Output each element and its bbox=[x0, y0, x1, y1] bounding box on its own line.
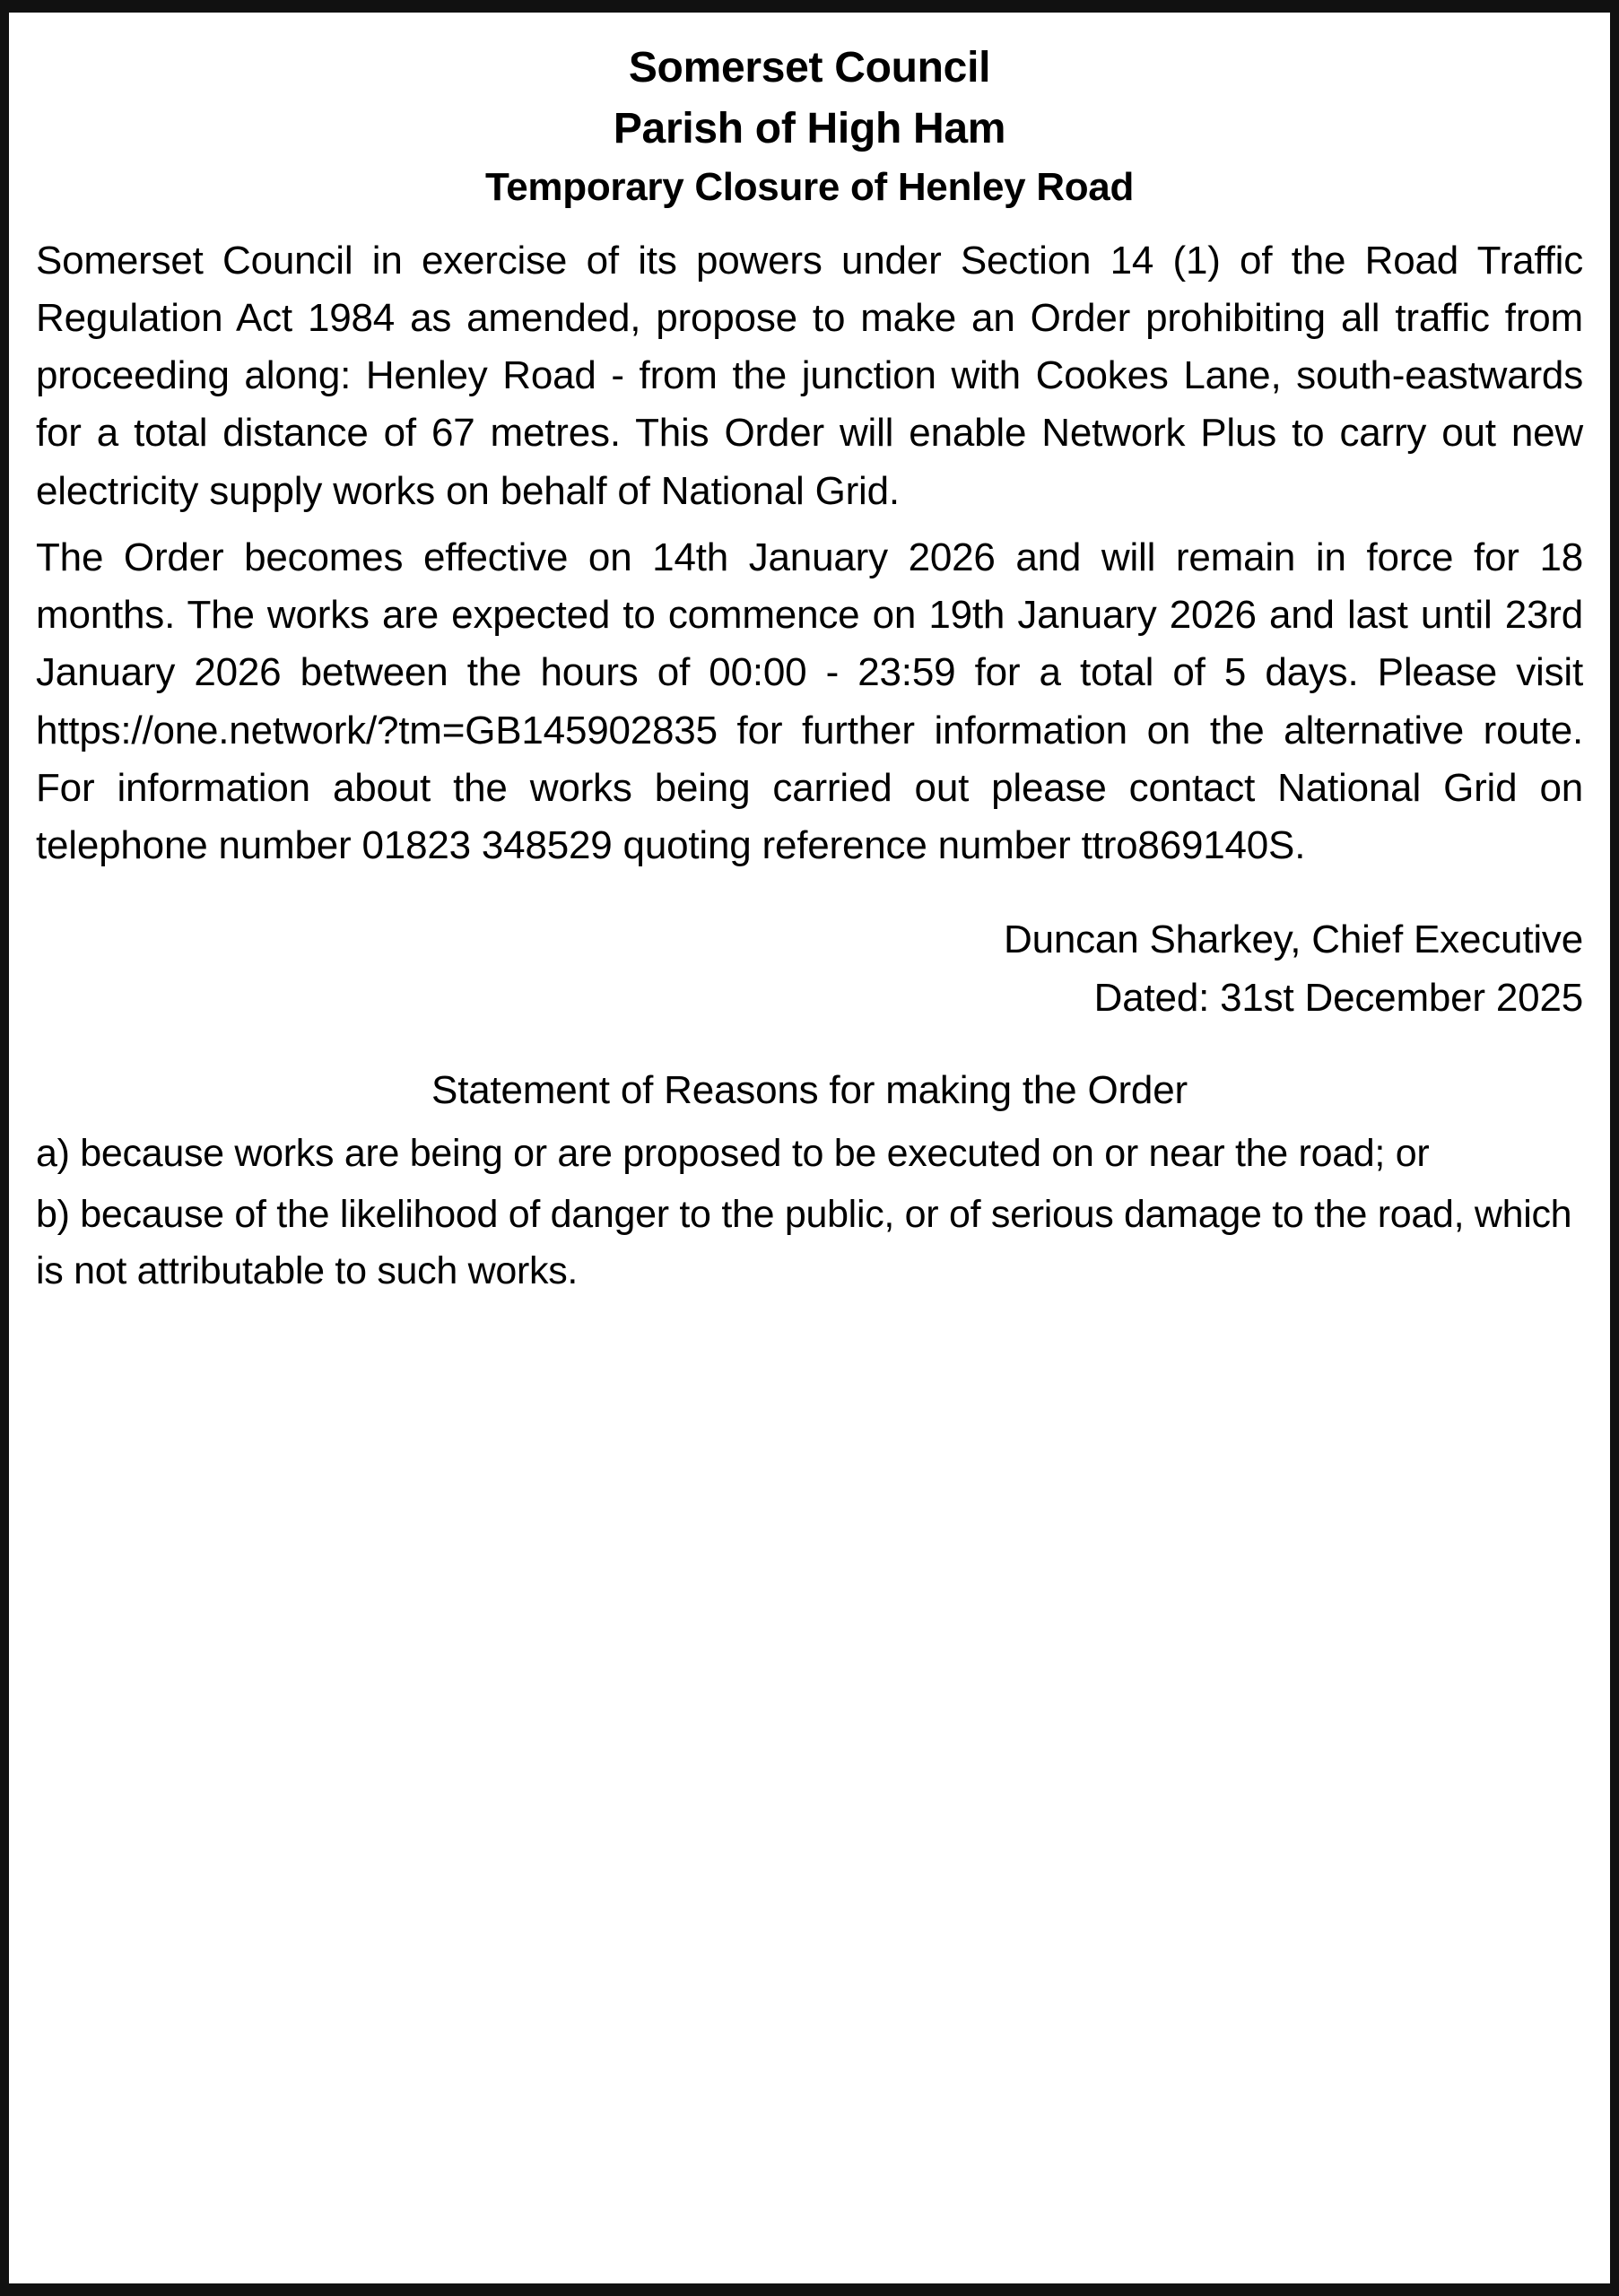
reasons-list bbox=[36, 1126, 1583, 1300]
signatory-name: Duncan Sharkey, Chief Executive bbox=[1004, 918, 1583, 962]
notice-paragraph-dates: The Order becomes effective on 14th January 2026 and will remain in force for 18 months. The works are expected to commence on 19th January 2026 and last until 23rd January 2026 between the hours of 00:00 - 23:59 for a total of 5 days. Please visit https://one.network/?tm=GB145902835 for further information on the alternative route. For information about the works being carried out please contact National Grid on telephone number 01823 348529 quoting reference number ttro869140S. bbox=[36, 535, 1583, 868]
notice-heading-parish: Parish of High Ham bbox=[613, 105, 1006, 153]
reasons-title: Statement of Reasons for making the Order bbox=[431, 1067, 1188, 1112]
reason-item-a: a) because works are being or are proposed to be executed on or near the road; or bbox=[36, 1132, 1430, 1176]
notice-heading-authority: Somerset Council bbox=[628, 44, 991, 91]
signature-block bbox=[36, 910, 1583, 1027]
notice-paragraph-order: Somerset Council in exercise of its powers under Section 14 (1) of the Road Traffic Regulation Act 1984 as amended, propose to make an Order prohibiting all traffic from proceeding along: Henley Road - from the junction with Cookes Lane, south-eastwards for a total distance of 67 metres. This Order will enable Network Plus to carry out new electricity supply works on behalf of National Grid. bbox=[36, 238, 1583, 513]
signature-date: Dated: 31st December 2025 bbox=[1093, 976, 1583, 1021]
notice-content bbox=[36, 38, 1583, 1300]
notice-heading-subject: Temporary Closure of Henley Road bbox=[484, 165, 1135, 210]
reason-item-b: b) because of the likelihood of danger to the public, or of serious damage to the road, which is not attributable to such works. bbox=[36, 1192, 1572, 1292]
